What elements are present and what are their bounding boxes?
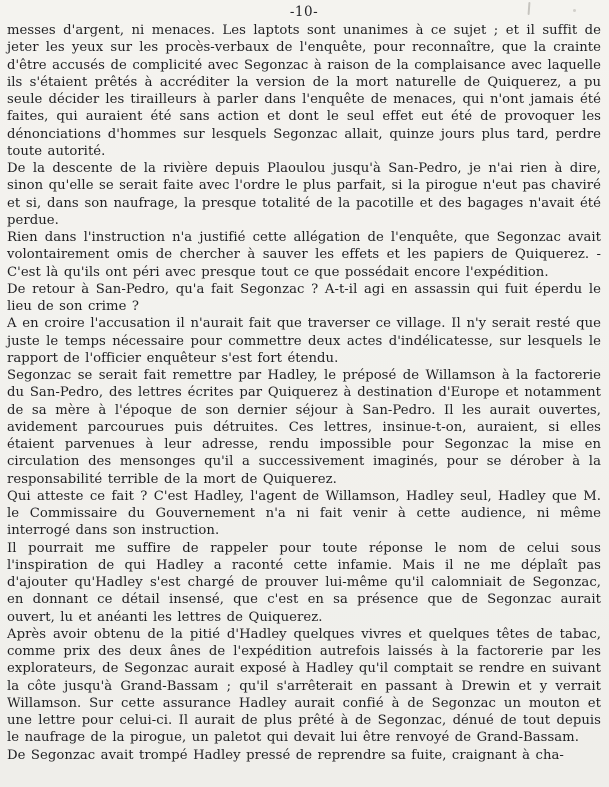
- text-block: [7, 22, 601, 764]
- paragraph-6: Segonzac se serait fait remettre par Hadley, le préposé de Willamson à la factorerie du San-Pedro, des lettres écrites par Quiquerez à destination d'Europe et notamment de sa mère à l'époque de son dernier séjour à San-Pedro. Il les aurait ouvertes, avidement parcourues puis détruites. Ces lettres, insinue-t-on, auraient, si elles étaient parvenues à leur adresse, rendu impossible pour Segonzac la mise en circulation des mensonges qu'il a successivement imaginés, pour se dérober à la responsabilité terrible de la mort de Quiquerez.: [7, 368, 601, 487]
- paragraph-5: A en croire l'accusation il n'aurait fait que traverser ce village. Il n'y serait resté que juste le temps nécessaire pour commettre deux actes d'indélicatesse, sur lesquels le rapport de l'officier enquêteur s'est fort étendu.: [7, 316, 601, 366]
- paragraph-9: Après avoir obtenu de la pitié d'Hadley quelques vivres et quelques têtes de tabac, comme prix des deux ânes de l'expédition autrefois laissés à la factorerie par les explorateurs, de Segonzac aurait exposé à Hadley qu'il comptait se rendre en suivant la côte jusqu'à Grand-Bassam ; qu'il s'arrêterait en passant à Drewin et y verrait Willamson. Sur cette assurance Hadley aurait confié à de Segonzac un mouton et une lettre pour celui-ci. Il aurait de plus prêté à de Segonzac, dénué de tout depuis le naufrage de la pirogue, un paletot qui devait lui être renvoyé de Grand-Bassam.: [7, 626, 601, 746]
- paragraph-8: Il pourrait me suffire de rappeler pour toute réponse le nom de celui sous l'inspiration de qui Hadley a raconté cette infamie. Mais il ne me déplaît pas d'ajouter qu'Hadley s'est chargé de prouver lui-même qu'il calomniait de Segonzac, en donnant ce détail insensé, que c'est en sa présence que de Segonzac aurait ouvert, lu et anéanti les lettres de Quiquerez.: [7, 540, 601, 625]
- scan-speck-icon: [573, 9, 576, 12]
- paragraph-3: Rien dans l'instruction n'a justifié cette allégation de l'enquête, que Segonzac avait volontairement omis de chercher à sauver les effets et les papiers de Quiquerez. - C'est là qu'ils ont péri avec presque tout ce que possédait encore l'expédition.: [7, 230, 601, 280]
- paragraph-4: De retour à San-Pedro, qu'a fait Segonzac ? A-t-il agi en assassin qui fuit éperdu le lieu de son crime ?: [7, 281, 601, 314]
- paragraph-2: De la descente de la rivière depuis Plaoulou jusqu'à San-Pedro, je n'ai rien à dire, sinon qu'elle se serait faite avec l'ordre le plus parfait, si la pirogue n'eut pas chaviré et si, dans son naufrage, la presque totalité de la pacotille et des bagages n'avait été perdue.: [7, 161, 601, 228]
- paragraph-10: De Segonzac avait trompé Hadley pressé de reprendre sa fuite, craignant à cha-: [7, 747, 564, 763]
- paragraph-1: messes d'argent, ni menaces. Les laptots sont unanimes à ce sujet ; et il suffit de jeter les yeux sur les procès-verbaux de l'enquête, pour reconnaître, que la crainte d'être accusés de complicité avec Segonzac à raison de la complaisance avec laquelle ils s'étaient prêtés à accréditer la version de la mort naturelle de Quiquerez, a pu seule décider les tirailleurs à parler dans l'enquête de menaces, qui n'ont jamais été faites, qui auraient été sans action et dont le seul effet eut été de provoquer les dénonciations d'hommes sur lesquels Segonzac allait, quinze jours plus tard, perdre toute autorité.: [7, 23, 601, 159]
- paragraph-7: Qui atteste ce fait ? C'est Hadley, l'agent de Willamson, Hadley seul, Hadley que M. le Commissaire du Gouvernement n'a ni fait venir à cette audience, ni même interrogé dans son instruction.: [7, 488, 601, 539]
- page-number: -10-: [289, 4, 319, 20]
